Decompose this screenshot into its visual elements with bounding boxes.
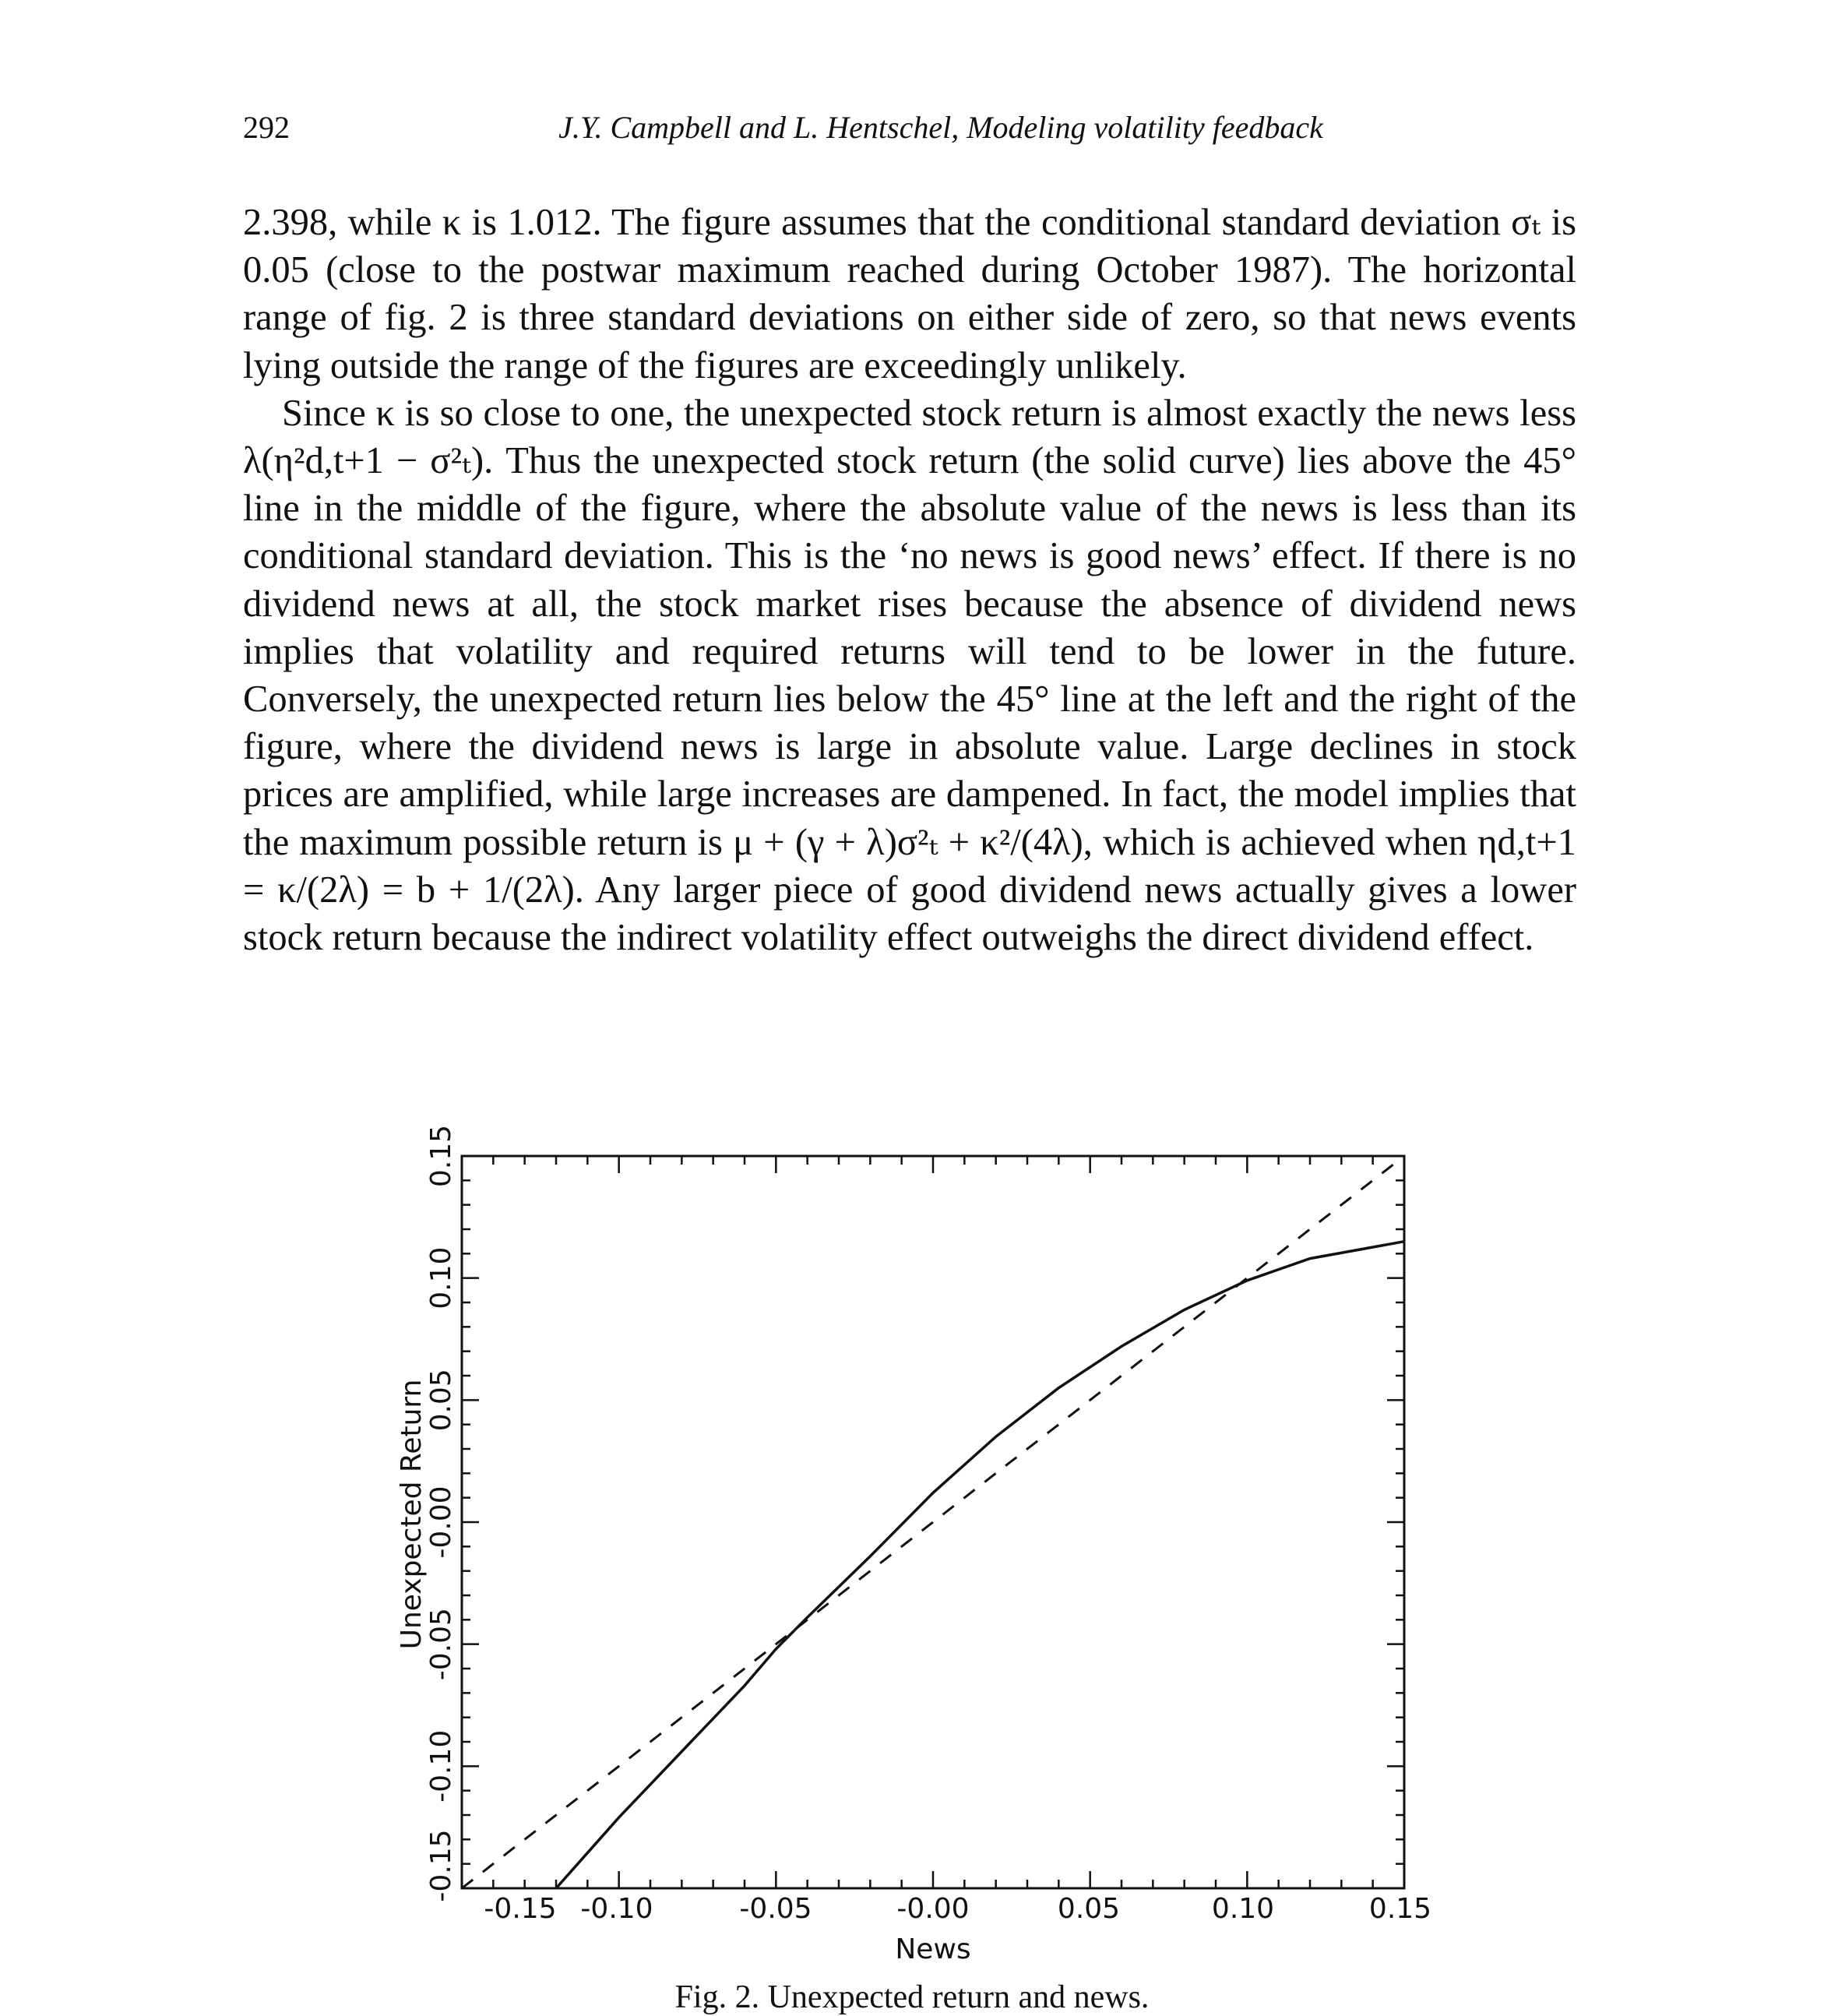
series-unexpected-return-curve	[556, 1242, 1404, 1888]
x-tick-label: 0.15	[1368, 1893, 1432, 1925]
y-tick-labels	[425, 1125, 457, 1902]
y-tick-label: -0.05	[425, 1608, 457, 1681]
y-tick-label: 0.15	[425, 1124, 457, 1188]
page-number: 292	[243, 110, 290, 145]
x-tick-label: 0.10	[1211, 1893, 1275, 1925]
y-tick-label: -0.15	[425, 1829, 457, 1902]
y-tick-label: -0.10	[425, 1729, 457, 1803]
paragraph-1: 2.398, while κ is 1.012. The figure assumes that the conditional standard deviation σₜ is 0.05 (close to the postwar maximum reached during October 1987). The horizontal range of fig. 2 is three standard deviations on either side of zero, so that news events lying outside the range of the figures are exceedingly unlikely.	[243, 202, 1576, 386]
x-tick-label: -0.00	[896, 1893, 970, 1925]
y-tick-label: 0.05	[425, 1369, 457, 1432]
x-tick-label: -0.15	[484, 1893, 557, 1925]
x-axis-label: News	[895, 1933, 971, 1965]
paragraph-2: Since κ is so close to one, the unexpected stock return is almost exactly the news less λ(η²d,t+1 − σ²ₜ). Thus the unexpected stock return (the solid curve) lies above the 45° line in the middle of the figure, where the absolute value of the news is less than its conditional standard deviation. This is the ‘no news is good news’ effect. If there is no dividend news at all, the stock market rises because the absence of dividend news implies that volatility and required returns will tend to be lower in the future. Conversely, the unexpected return lies below the 45° line at the left and the right of the figure, where the dividend news is large in absolute value. Large declines in stock prices are amplified, while large increases are dampened. In fact, the model implies that the maximum possible return is μ + (γ + λ)σ²ₜ + κ²/(4λ), which is achieved when ηd,t+1 = κ/(2λ) = b + 1/(2λ). Any larger piece of good dividend news actually gives a lower stock return because the indirect volatility effect outweighs the direct dividend effect.	[243, 392, 1576, 959]
y-tick-label: 0.10	[425, 1246, 457, 1309]
running-head-title: J.Y. Campbell and L. Hentschel, Modeling volatility feedback	[558, 110, 1323, 145]
x-tick-label: -0.05	[739, 1893, 812, 1925]
y-axis-label: Unexpected Return	[396, 1379, 428, 1650]
x-tick-label: 0.05	[1057, 1893, 1121, 1925]
y-tick-label: -0.00	[425, 1486, 457, 1559]
x-tick-label: -0.10	[580, 1893, 653, 1925]
series-45-degree-line	[462, 1156, 1404, 1888]
x-tick-labels	[484, 1893, 1431, 1925]
figure-caption: Fig. 2. Unexpected return and news.	[674, 1979, 1150, 2015]
